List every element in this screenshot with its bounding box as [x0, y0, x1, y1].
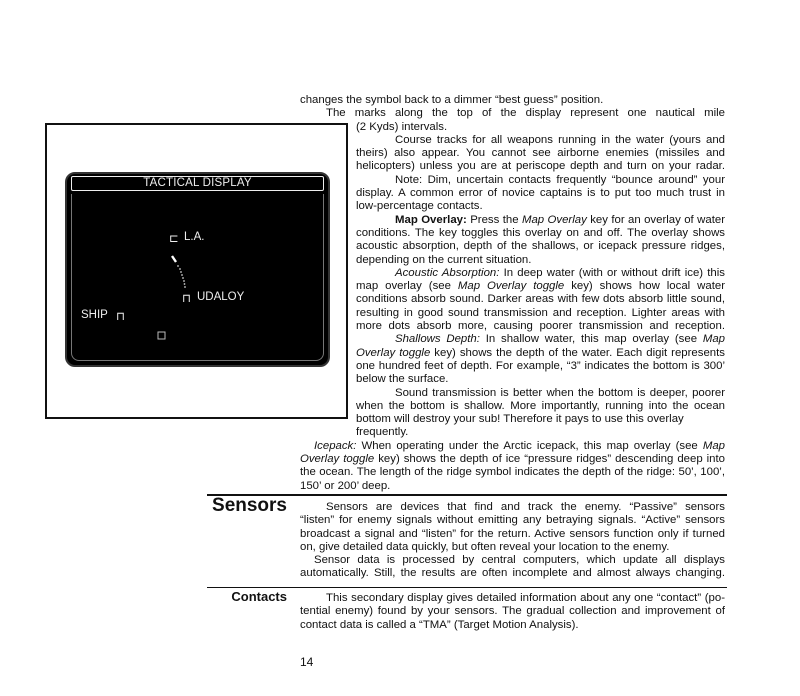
text-line: resulting in good sound transmission and reception. Lighter areas with: [356, 306, 725, 319]
unknown-contact-icon: [157, 331, 167, 341]
text-line: This secondary display gives detailed information about any one “contact” (po-: [326, 592, 725, 604]
text-line: The marks along the top of the display represent one nautical mile: [326, 107, 725, 120]
text-line: one hundred feet of depth. For example, “3” indicates the bottom is 300’: [356, 359, 725, 372]
text-line: Note: Dim, uncertain contacts frequently “bounce around” your: [395, 173, 725, 186]
udaloy-contact-label: UDALOY: [197, 291, 245, 303]
text-line: [300, 333, 725, 346]
text-line: low-percentage contacts.: [356, 200, 483, 213]
text-run: Acoustic Absorption:: [395, 266, 500, 279]
text-run: key for an overlay of water: [586, 213, 725, 226]
text-line: conditions. The key toggles this overlay on and off. The overlay shows: [356, 226, 725, 239]
section-divider: [207, 587, 727, 588]
text-run: Press the: [466, 213, 522, 226]
text-line: 150’ or 200’ deep.: [300, 479, 391, 492]
text-line: [300, 347, 725, 360]
text-line: [300, 440, 725, 453]
text-run: Overlay toggle: [300, 453, 375, 466]
text-line: Course tracks for all weapons running in the water (yours and: [395, 133, 725, 146]
sensors-heading: Sensors: [212, 495, 287, 516]
tactical-display-area: [71, 194, 324, 361]
la-contact-icon: ⊏: [169, 233, 179, 245]
text-line: (2 Kyds) intervals.: [356, 120, 448, 133]
text-run: Overlay toggle: [356, 346, 431, 359]
ship-label: SHIP: [81, 309, 108, 321]
text-run: Map: [702, 333, 725, 346]
text-run: Map Overlay: [521, 213, 587, 226]
text-run: Shallows Depth:: [395, 333, 480, 346]
text-line: tential enemy) found by your sensors. The gradual collection and improvement of: [300, 605, 725, 618]
contacts-body: [300, 592, 725, 632]
text-line: helicopters) unless you are at periscope depth and turn on your radar.: [356, 160, 725, 173]
text-line: changes the symbol back to a dimmer “best guess” position.: [300, 94, 604, 106]
text-line: theirs) also appear. You cannot see airborne enemies (missiles and: [356, 147, 725, 160]
text-line: [300, 280, 725, 293]
text-line: the ocean. The length of the ridge symbol indicates the depth of the ridge: 50’, 100’,: [300, 466, 725, 479]
text-line: display. A common error of novice captains is to put too much trust in: [356, 187, 725, 200]
text-line: automatically. Still, the results are often incomplete and almost always changing.: [300, 567, 725, 580]
text-line: [300, 267, 725, 280]
body-text-top: [300, 94, 725, 493]
text-line: Sound transmission is better when the bottom is deeper, poorer: [395, 386, 725, 399]
text-line: frequently.: [356, 426, 409, 439]
text-run: Map Overlay toggle: [457, 280, 565, 293]
page-number: 14: [300, 655, 314, 669]
text-line: “listen” for enemy signals without emitting any betraying signals. “Active” sensors: [300, 514, 725, 527]
text-line: more dots absorb more, causing poorer transmission and reception.: [356, 320, 725, 333]
text-line: conditions absorb sound. Darker areas with few dots absorb little sound,: [356, 293, 725, 306]
text-run: In shallow water, this map overlay (see: [479, 333, 703, 346]
text-line: on, give detailed data quickly, but often reveal your location to the enemy.: [300, 540, 670, 553]
text-run: In deep water (with or without drift ice) this: [499, 266, 725, 279]
sensors-body: [300, 501, 725, 581]
la-contact-label: L.A.: [184, 231, 205, 243]
text-line: Sensor data is processed by central computers, which update all displays: [314, 554, 725, 567]
text-line: acoustic absorption, depth of the shallows, or icepack pressure ridges,: [356, 240, 725, 253]
text-run: When operating under the Arctic icepack, this map overlay (see: [356, 439, 703, 452]
tactical-display-figure: [65, 172, 330, 367]
text-run: map overlay (see: [356, 280, 458, 293]
contacts-heading: Contacts: [231, 589, 287, 604]
text-run: Icepack:: [314, 439, 357, 452]
text-run: key) shows the depth of the water. Each digit represents: [430, 346, 725, 359]
text-run: key) shows the depth of ice “pressure ridges” descending deep into: [374, 453, 725, 466]
text-line: below the surface.: [356, 373, 449, 386]
text-line: depending on the current situation.: [356, 253, 532, 266]
text-line: broadcast a signal and “listen” for the return. Active sensors function only if turned: [300, 527, 725, 540]
ship-icon: ⊓: [116, 311, 125, 323]
text-line: Sensors are devices that find and track the enemy. “Passive” sensors: [326, 501, 725, 513]
text-line: when the bottom is shallow. More importantly, running into the ocean: [356, 399, 725, 412]
map-overlay-heading: Map Overlay:: [395, 213, 467, 226]
tactical-display-title: TACTICAL DISPLAY: [71, 176, 324, 191]
text-line: [300, 453, 725, 466]
text-line: bottom will destroy your sub! Therefore it pays to use this overlay: [356, 413, 684, 426]
udaloy-contact-icon: ⊓: [182, 293, 191, 305]
text-line: contact data is called a “TMA” (Target Motion Analysis).: [300, 618, 579, 631]
text-run: Map: [702, 439, 725, 452]
text-line: [300, 214, 725, 227]
text-run: key) shows how local water: [564, 280, 725, 293]
